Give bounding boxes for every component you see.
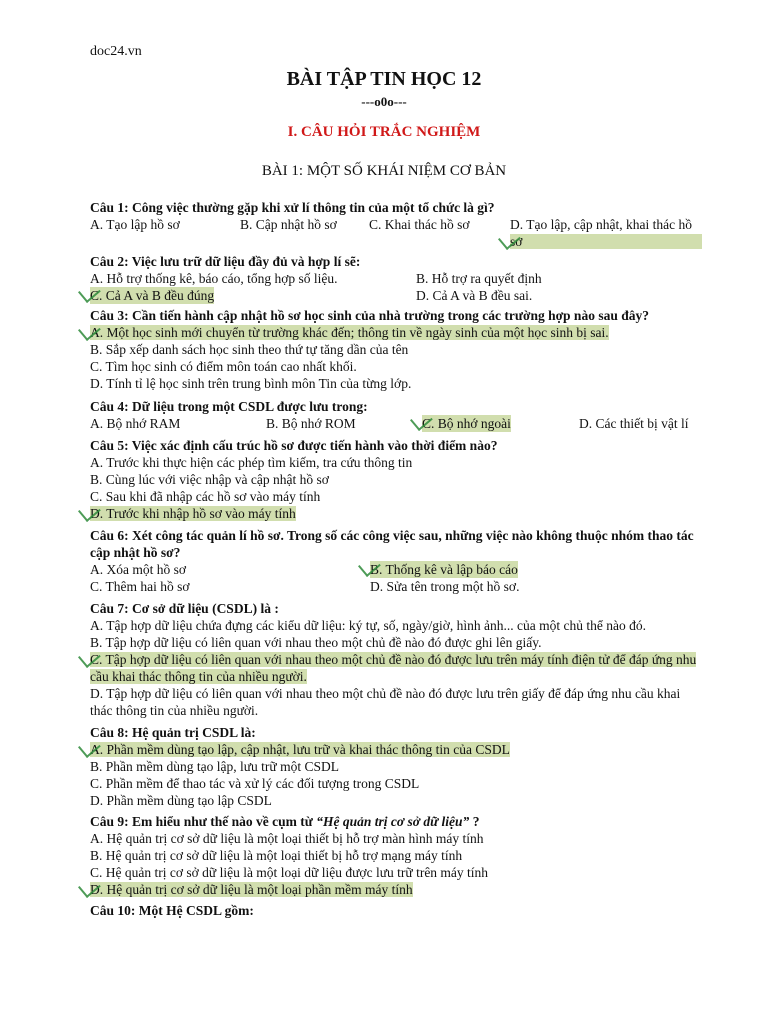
option-c: C. Phần mềm để thao tác và xử lý các đối tượng trong CSDL [90,776,420,791]
answer-highlight: A. Một học sinh mới chuyển từ trường khác đến; thông tin về ngày sinh của một học sinh bị sai. [90,325,609,340]
options-row [90,415,702,432]
option-d: D. Cả A và B đều sai. [416,288,533,303]
option-a: A. Bộ nhớ RAM [90,416,181,431]
option-b: B. Sắp xếp danh sách học sinh theo thứ tự tăng dần của tên [90,342,409,357]
answer-highlight: B. Thống kê và lập báo cáo [370,561,518,578]
option-b: B. Tập hợp dữ liệu có liên quan với nhau theo một chủ đề nào đó được ghi lên giấy. [90,635,542,650]
option-b-answer [370,561,518,578]
question-list [90,199,702,919]
option-d: D. Tập hợp dữ liệu có liên quan với nhau theo một chủ đề nào đó được lưu trên giấy để đáp ứng nhu cầu khai thác thông tin của nhiều người. [90,686,681,718]
option-d: D. Sửa tên trong một hồ sơ. [370,579,520,594]
option-a-answer [90,324,702,341]
section-heading: I. CÂU HỎI TRẮC NGHIỆM [287,124,481,140]
option-a: A. Tạo lập hồ sơ [90,217,180,232]
options-row [90,270,702,287]
question-1: Câu 1: Công việc thường gặp khi xử lí thông tin của một tổ chức là gì? [90,200,495,215]
option-c-answer [90,651,702,685]
question-7: Câu 7: Cơ sở dữ liệu (CSDL) là : [90,601,279,616]
answer-highlight: A. Phần mềm dùng tạo lập, cập nhật, lưu trữ và khai thác thông tin của CSDL [90,742,510,757]
answer-highlight: D. Hệ quản trị cơ sở dữ liệu là một loại phần mềm máy tính [90,882,413,897]
option-b: B. Hệ quản trị cơ sở dữ liệu là một loại thiết bị hỗ trợ mạng máy tính [90,848,463,863]
option-a: A. Trước khi thực hiện các phép tìm kiếm, tra cứu thông tin [90,455,413,470]
option-a: A. Tập hợp dữ liệu chứa đựng các kiểu dữ liệu: ký tự, số, ngày/giờ, hình ảnh... của một chủ thể nào đó. [90,618,646,633]
lesson-heading: BÀI 1: MỘT SỐ KHÁI NIỆM CƠ BẢN [261,163,507,179]
option-d: D. Phần mềm dùng tạo lập CSDL [90,793,272,808]
site-name: doc24.vn [90,44,142,59]
document-title: BÀI TẬP TIN HỌC 12 [286,68,482,90]
option-b: B. Phần mềm dùng tạo lập, lưu trữ một CSDL [90,759,339,774]
options-row [90,561,702,578]
option-b: B. Hỗ trợ ra quyết định [416,271,542,286]
options-row [90,216,702,250]
title-ornament: ---o0o--- [361,94,407,109]
option-b: B. Bộ nhớ ROM [266,416,356,431]
question-8: Câu 8: Hệ quản trị CSDL là: [90,725,256,740]
option-a: A. Xóa một hồ sơ [90,562,187,577]
option-d: D. Tính tỉ lệ học sinh trên trung bình môn Tin của từng lớp. [90,376,412,391]
option-a: A. Hỗ trợ thống kê, báo cáo, tổng hợp số liệu. [90,271,338,286]
question-9-prefix: Câu 9: Em hiểu như thế nào về cụm từ [90,814,313,829]
option-c: C. Tìm học sinh có điểm môn toán cao nhất khối. [90,359,357,374]
option-d-answer [90,881,702,898]
options-row [90,287,702,304]
question-2: Câu 2: Việc lưu trữ dữ liệu đầy đủ và hợp lí sẽ: [90,254,361,269]
question-10: Câu 10: Một Hệ CSDL gồm: [90,903,254,918]
question-4: Câu 4: Dữ liệu trong một CSDL được lưu trong: [90,399,368,414]
question-9-term: “Hệ quản trị cơ sở dữ liệu” [316,814,470,829]
option-a: A. Hệ quản trị cơ sở dữ liệu là một loại thiết bị hỗ trợ màn hình máy tính [90,831,484,846]
option-c-answer [90,287,416,304]
option-c: C. Hệ quản trị cơ sở dữ liệu là một loại dữ liệu được lưu trữ trên máy tính [90,865,489,880]
option-c: C. Sau khi đã nhập các hồ sơ vào máy tính [90,489,321,504]
option-d: D. Các thiết bị vật lí [579,416,689,431]
question-9-suffix: ? [472,814,480,829]
options-row [90,578,702,595]
answer-highlight: D. Tạo lập, cập nhật, khai thác hồ sơ [510,234,702,249]
option-c-answer [422,415,579,432]
question-3: Câu 3: Cần tiến hành cập nhật hồ sơ học sinh của nhà trường trong các trường hợp nào sau đây? [90,308,649,323]
option-c: C. Thêm hai hồ sơ [90,579,190,594]
option-d-answer [90,505,702,522]
answer-highlight: C. Tập hợp dữ liệu có liên quan với nhau theo một chủ đề nào đó được lưu trên máy tính điện tử để đáp ứng nhu cầu khai thác thông tin của nhiều người. [90,652,696,684]
answer-highlight: C. Bộ nhớ ngoài [422,415,511,432]
question-5: Câu 5: Việc xác định cấu trúc hồ sơ được tiến hành vào thời điểm nào? [90,438,498,453]
option-b: B. Cập nhật hồ sơ [240,217,337,232]
option-d-answer [510,216,702,250]
option-a-answer [90,741,702,758]
answer-highlight: C. Cả A và B đều đúng [90,287,214,304]
option-b: B. Cùng lúc với việc nhập và cập nhật hồ sơ [90,472,329,487]
question-9 [90,813,702,830]
option-c: C. Khai thác hồ sơ [369,217,470,232]
question-6: Câu 6: Xét công tác quản lí hồ sơ. Trong số các công việc sau, những việc nào không thuộc nhóm thao tác cập nhật hồ sơ? [90,528,694,560]
answer-highlight: D. Trước khi nhập hồ sơ vào máy tính [90,506,296,521]
